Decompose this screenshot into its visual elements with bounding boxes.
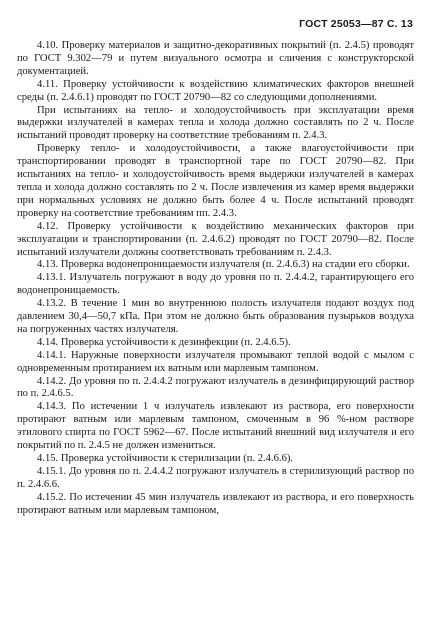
paragraph: 4.13. Проверка водонепроницаемости излучателя (п. 2.4.6.3) на стадии его сборки.: [37, 259, 410, 271]
paragraph: 4.15. Проверка устойчивости к стерилизации (п. 2.4.6.6).: [37, 453, 294, 464]
paragraph: 4.15.2. По истечении 45 мин излучатель извлекают из раствора, и его поверхность протирают ватным или марлевым тампоном,: [17, 491, 414, 516]
document-body: [17, 40, 414, 518]
paragraph: 4.15.1. До уровня по п. 2.4.4.2 погружают излучатель в стерилизующий раствор по п. 2.4.6.6.: [17, 465, 414, 490]
paragraph: 4.14.3. По истечении 1 ч излучатель извлекают из раствора, его поверхности протирают ватным или марлевым тампоном, смоченным в 96 %-ном растворе этилового спирта по ГОСТ 5962—67. После испытаний внешний вид излучателя и его покрытий по п. 2.4.5 не должен измениться.: [17, 401, 414, 452]
paragraph: 4.11. Проверку устойчивости к воздействию климатических факторов внешней среды (п. 2.4.6.1) проводят по ГОСТ 20790—82 со следующими дополнениями.: [17, 78, 414, 103]
paragraph: Проверку тепло- и холодоустойчивости, а также влагоустойчивости при транспортировании проводят в транспортной таре по ГОСТ 20790—82. При испытаниях на тепло- и холодоустойчивость время выдержки излучателей в камерах тепла и холода должно составлять по 2 ч. После извлечения из камер время выдержки при нормальных условиях не должно быть более 4 ч. После испытаний проводят проверку на соответствие требованиям пп. 2.4.3.: [17, 143, 414, 219]
paragraph: При испытаниях на тепло- и холодоустойчивость при эксплуатации время выдержки излучателей в камерах тепла и холода должно составлять по 2 ч. После испытаний проводят проверку на соответствие требованиям п. 2.4.3.: [17, 104, 414, 142]
paragraph: 4.14.1. Наружные поверхности излучателя промывают теплой водой с мылом с одновременным протиранием их ватным или марлевым тампоном.: [17, 349, 414, 374]
page-header: ГОСТ 25053—87 С. 13: [299, 18, 413, 30]
paragraph: 4.13.2. В течение 1 мин во внутреннюю полость излучателя подают воздух под давлением 30,4—50,7 кПа. При этом не должно быть образования пузырьков воздуха на погруженных частях излучателя.: [17, 298, 414, 335]
paragraph: 4.14.2. До уровня по п. 2.4.4.2 погружают излучатель в дезинфицирующий раствор по п. 2.4.6.5.: [17, 375, 414, 400]
paragraph: 4.14. Проверка устойчивости к дезинфекции (п. 2.4.6.5).: [37, 336, 291, 348]
paragraph: 4.13.1. Излучатель погружают в воду до уровня по п. 2.4.4.2, гарантирующего его водонепроницаемость.: [17, 272, 414, 297]
paragraph: 4.10. Проверку материалов и защитно-декоративных покрытий (п. 2.4.5) проводят по ГОСТ 9.302—79 и путем визуального осмотра и сличения с конструкторской документацией.: [17, 40, 414, 77]
paragraph: 4.12. Проверку устойчивости к воздействию механических факторов при эксплуатации и транспортировании (п. 2.4.6.2) проводят по ГОСТ 20790—82. После испытаний излучатели должны соответствовать требованиям п. 2.4.3.: [17, 220, 414, 258]
